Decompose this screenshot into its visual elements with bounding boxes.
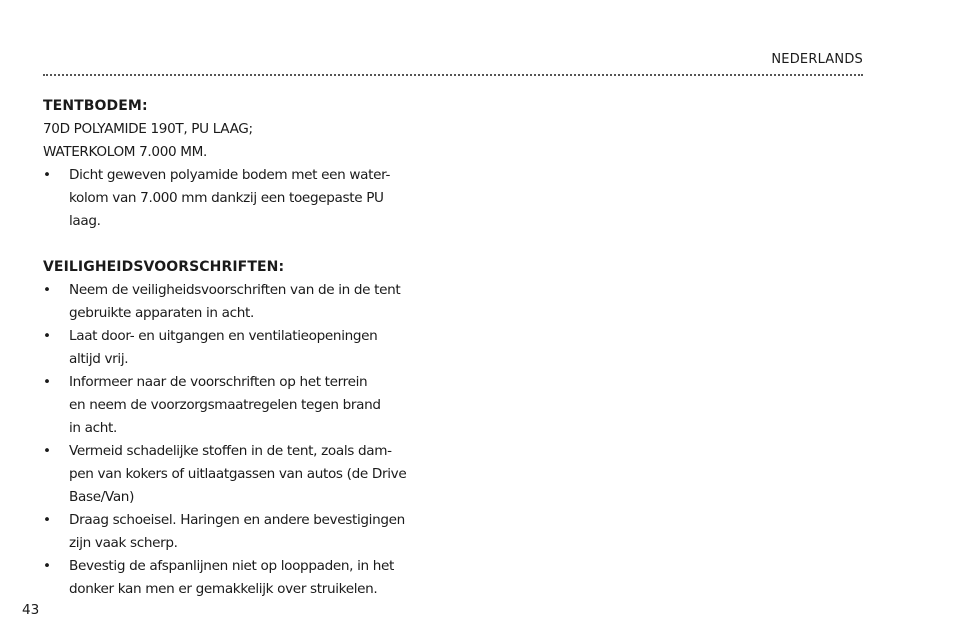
bullet-line: Bevestig de afspanlijnen niet op looppaden, in het [69,558,395,574]
bullet-icon: • [43,282,51,298]
bullet-item [43,279,443,325]
bullet-icon: • [43,374,51,390]
bullet-line: Laat door- en uitgangen en ventilatieopeningen [69,328,378,344]
bullet-list [43,164,443,233]
page-number: 43 [22,602,40,618]
bullet-item [43,371,443,440]
bullet-line: donker kan men er gemakkelijk over struikelen. [69,581,378,597]
bullet-icon: • [43,443,51,459]
bullet-icon: • [43,328,51,344]
bullet-line: Informeer naar de voorschriften op het terrein [69,374,368,390]
bullet-line: Draag schoeisel. Haringen en andere bevestigingen [69,512,405,528]
bullet-line: en neem de voorzorgsmaatregelen tegen brand [69,397,381,413]
bullet-line: gebruikte apparaten in acht. [69,305,254,321]
bullet-line: altijd vrij. [69,351,129,367]
bullet-item [43,440,443,509]
bullet-item [43,509,443,555]
bullet-line: kolom van 7.000 mm dankzij een toegepaste PU [69,190,384,206]
section-tentbodem [43,95,443,233]
bullet-line: laag. [69,213,101,229]
bullet-icon: • [43,167,51,183]
spec-line: WATERKOLOM 7.000 MM. [43,144,208,160]
bullet-icon: • [43,512,51,528]
bullet-list [43,279,443,601]
bullet-item [43,555,443,601]
bullet-line: zijn vaak scherp. [69,535,178,551]
header-divider [43,74,863,76]
spec-line: 70D POLYAMIDE 190T, PU LAAG; [43,121,253,137]
bullet-line: Base/Van) [69,489,135,505]
bullet-line: Neem de veiligheidsvoorschriften van de in de tent [69,282,401,298]
bullet-item [43,325,443,371]
section-heading: TENTBODEM: [43,98,148,114]
section-heading: VEILIGHEIDSVOORSCHRIFTEN: [43,259,285,275]
bullet-item [43,164,443,233]
bullet-line: pen van kokers of uitlaatgassen van autos (de Drive [69,466,407,482]
bullet-line: in acht. [69,420,117,436]
document-content [43,95,443,601]
page-language-label: NEDERLANDS [771,52,863,67]
bullet-line: Dicht geweven polyamide bodem met een water- [69,167,391,183]
section-gap [43,233,443,256]
bullet-line: Vermeid schadelijke stoffen in de tent, zoals dam- [69,443,392,459]
bullet-icon: • [43,558,51,574]
section-veiligheidsvoorschriften [43,256,443,601]
